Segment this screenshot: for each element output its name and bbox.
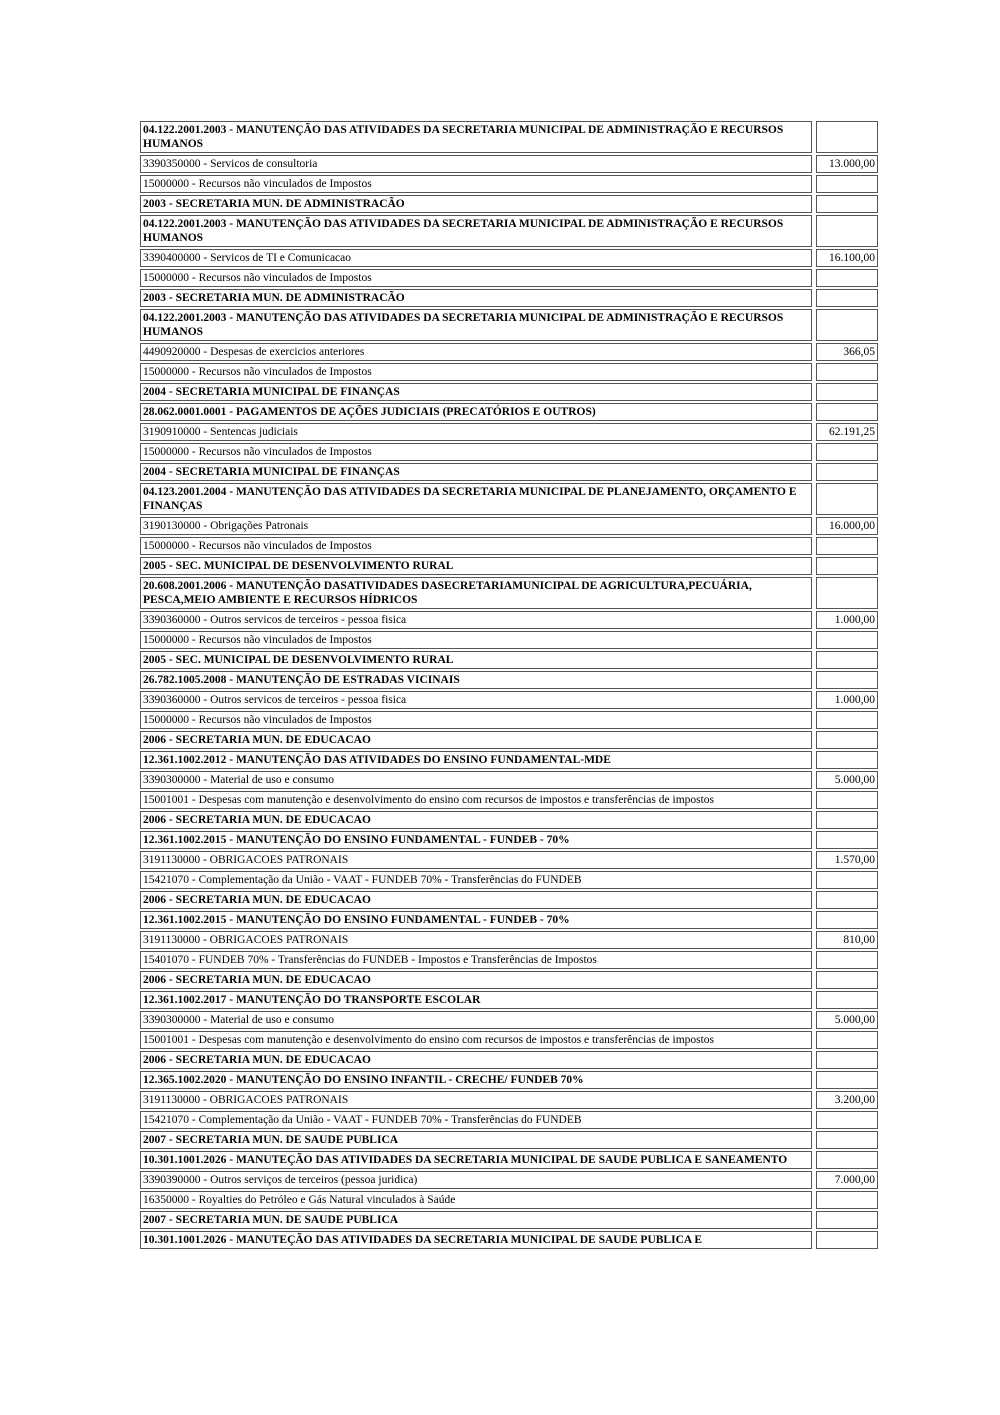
value-cell bbox=[816, 871, 878, 889]
budget-rows bbox=[140, 121, 878, 1249]
heading-cell: 2006 - SECRETARIA MUN. DE EDUCACAO bbox=[140, 971, 812, 989]
table-row bbox=[140, 711, 878, 729]
heading-cell: 2006 - SECRETARIA MUN. DE EDUCACAO bbox=[140, 811, 812, 829]
table-row bbox=[140, 383, 878, 401]
value-cell bbox=[816, 951, 878, 969]
budget-table bbox=[140, 119, 878, 1251]
heading-cell: 12.361.1002.2017 - MANUTENÇÃO DO TRANSPORTE ESCOLAR bbox=[140, 991, 812, 1009]
value-cell: 62.191,25 bbox=[816, 423, 878, 441]
table-row bbox=[140, 121, 878, 153]
value-cell bbox=[816, 403, 878, 421]
value-cell bbox=[816, 1151, 878, 1169]
value-cell bbox=[816, 1191, 878, 1209]
heading-cell: 2007 - SECRETARIA MUN. DE SAUDE PUBLICA bbox=[140, 1131, 812, 1149]
value-cell bbox=[816, 537, 878, 555]
value-cell bbox=[816, 269, 878, 287]
item-cell: 3390300000 - Material de uso e consumo bbox=[140, 771, 812, 789]
item-cell: 15000000 - Recursos não vinculados de Impostos bbox=[140, 269, 812, 287]
item-cell: 4490920000 - Despesas de exercicios anteriores bbox=[140, 343, 812, 361]
table-row bbox=[140, 931, 878, 949]
table-row bbox=[140, 1071, 878, 1089]
table-row bbox=[140, 343, 878, 361]
value-cell bbox=[816, 363, 878, 381]
heading-cell: 2004 - SECRETARIA MUNICIPAL DE FINANÇAS bbox=[140, 463, 812, 481]
table-row bbox=[140, 1191, 878, 1209]
value-cell: 16.100,00 bbox=[816, 249, 878, 267]
heading-cell: 10.301.1001.2026 - MANUTEÇÃO DAS ATIVIDADES DA SECRETARIA MUNICIPAL DE SAUDE PUBLICA E bbox=[140, 1231, 812, 1249]
table-row bbox=[140, 1011, 878, 1029]
table-row bbox=[140, 269, 878, 287]
table-row bbox=[140, 691, 878, 709]
item-cell: 15000000 - Recursos não vinculados de Impostos bbox=[140, 363, 812, 381]
table-row bbox=[140, 363, 878, 381]
heading-cell: 2003 - SECRETARIA MUN. DE ADMINISTRACÃO bbox=[140, 195, 812, 213]
item-cell: 3191130000 - OBRIGACOES PATRONAIS bbox=[140, 931, 812, 949]
value-cell bbox=[816, 195, 878, 213]
table-row bbox=[140, 851, 878, 869]
heading-cell: 2005 - SEC. MUNICIPAL DE DESENVOLVIMENTO RURAL bbox=[140, 651, 812, 669]
table-row bbox=[140, 577, 878, 609]
heading-cell: 12.361.1002.2015 - MANUTENÇÃO DO ENSINO FUNDAMENTAL - FUNDEB - 70% bbox=[140, 911, 812, 929]
value-cell bbox=[816, 1231, 878, 1249]
item-cell: 3390360000 - Outros servicos de terceiros - pessoa fisica bbox=[140, 691, 812, 709]
table-row bbox=[140, 195, 878, 213]
table-row bbox=[140, 891, 878, 909]
heading-cell: 12.361.1002.2015 - MANUTENÇÃO DO ENSINO FUNDAMENTAL - FUNDEB - 70% bbox=[140, 831, 812, 849]
table-row bbox=[140, 971, 878, 989]
table-row bbox=[140, 423, 878, 441]
value-cell bbox=[816, 1131, 878, 1149]
heading-cell: 2006 - SECRETARIA MUN. DE EDUCACAO bbox=[140, 1051, 812, 1069]
table-row bbox=[140, 791, 878, 809]
heading-cell: 10.301.1001.2026 - MANUTEÇÃO DAS ATIVIDADES DA SECRETARIA MUNICIPAL DE SAUDE PUBLICA E SANEAMENTO bbox=[140, 1151, 812, 1169]
value-cell bbox=[816, 289, 878, 307]
table-row bbox=[140, 249, 878, 267]
item-cell: 3390390000 - Outros serviços de terceiros (pessoa juridica) bbox=[140, 1171, 812, 1189]
value-cell bbox=[816, 751, 878, 769]
value-cell bbox=[816, 1031, 878, 1049]
item-cell: 3390350000 - Servicos de consultoria bbox=[140, 155, 812, 173]
table-row bbox=[140, 1171, 878, 1189]
table-row bbox=[140, 651, 878, 669]
table-row bbox=[140, 517, 878, 535]
value-cell: 1.570,00 bbox=[816, 851, 878, 869]
item-cell: 3191130000 - OBRIGACOES PATRONAIS bbox=[140, 1091, 812, 1109]
value-cell bbox=[816, 1111, 878, 1129]
value-cell bbox=[816, 651, 878, 669]
value-cell bbox=[816, 215, 878, 247]
table-row bbox=[140, 1211, 878, 1229]
value-cell bbox=[816, 791, 878, 809]
table-row bbox=[140, 991, 878, 1009]
value-cell bbox=[816, 463, 878, 481]
value-cell bbox=[816, 1051, 878, 1069]
heading-cell: 04.122.2001.2003 - MANUTENÇÃO DAS ATIVIDADES DA SECRETARIA MUNICIPAL DE ADMINISTRAÇÃO E RECURSOS HUMANOS bbox=[140, 121, 812, 153]
heading-cell: 20.608.2001.2006 - MANUTENÇÃO DASATIVIDADES DASECRETARIAMUNICIPAL DE AGRICULTURA,PECUÁRIA, PESCA,MEIO AMBIENTE E RECURSOS HÍDRICOS bbox=[140, 577, 812, 609]
table-row bbox=[140, 631, 878, 649]
table-row bbox=[140, 483, 878, 515]
table-row bbox=[140, 155, 878, 173]
value-cell: 3.200,00 bbox=[816, 1091, 878, 1109]
table-row bbox=[140, 215, 878, 247]
value-cell: 810,00 bbox=[816, 931, 878, 949]
heading-cell: 2005 - SEC. MUNICIPAL DE DESENVOLVIMENTO RURAL bbox=[140, 557, 812, 575]
value-cell: 7.000,00 bbox=[816, 1171, 878, 1189]
item-cell: 15401070 - FUNDEB 70% - Transferências do FUNDEB - Impostos e Transferências de Impostos bbox=[140, 951, 812, 969]
value-cell: 13.000,00 bbox=[816, 155, 878, 173]
table-row bbox=[140, 289, 878, 307]
document-page bbox=[140, 119, 878, 1251]
item-cell: 3190130000 - Obrigações Patronais bbox=[140, 517, 812, 535]
heading-cell: 12.361.1002.2012 - MANUTENÇÃO DAS ATIVIDADES DO ENSINO FUNDAMENTAL-MDE bbox=[140, 751, 812, 769]
table-row bbox=[140, 611, 878, 629]
table-row bbox=[140, 1051, 878, 1069]
value-cell bbox=[816, 991, 878, 1009]
value-cell bbox=[816, 911, 878, 929]
value-cell bbox=[816, 483, 878, 515]
value-cell bbox=[816, 383, 878, 401]
value-cell bbox=[816, 631, 878, 649]
table-row bbox=[140, 1131, 878, 1149]
item-cell: 3191130000 - OBRIGACOES PATRONAIS bbox=[140, 851, 812, 869]
value-cell bbox=[816, 309, 878, 341]
value-cell bbox=[816, 1211, 878, 1229]
table-row bbox=[140, 1091, 878, 1109]
value-cell bbox=[816, 557, 878, 575]
item-cell: 15001001 - Despesas com manutenção e desenvolvimento do ensino com recursos de impostos e transferências de impostos bbox=[140, 1031, 812, 1049]
value-cell bbox=[816, 1071, 878, 1089]
table-row bbox=[140, 671, 878, 689]
table-row bbox=[140, 1151, 878, 1169]
value-cell: 5.000,00 bbox=[816, 771, 878, 789]
item-cell: 15000000 - Recursos não vinculados de Impostos bbox=[140, 711, 812, 729]
value-cell: 1.000,00 bbox=[816, 691, 878, 709]
value-cell bbox=[816, 711, 878, 729]
item-cell: 15421070 - Complementação da União - VAAT - FUNDEB 70% - Transferências do FUNDEB bbox=[140, 871, 812, 889]
table-row bbox=[140, 309, 878, 341]
value-cell bbox=[816, 731, 878, 749]
value-cell bbox=[816, 831, 878, 849]
item-cell: 3390300000 - Material de uso e consumo bbox=[140, 1011, 812, 1029]
table-row bbox=[140, 751, 878, 769]
value-cell bbox=[816, 891, 878, 909]
heading-cell: 12.365.1002.2020 - MANUTENÇÃO DO ENSINO INFANTIL - CRECHE/ FUNDEB 70% bbox=[140, 1071, 812, 1089]
heading-cell: 2003 - SECRETARIA MUN. DE ADMINISTRACÃO bbox=[140, 289, 812, 307]
table-row bbox=[140, 1031, 878, 1049]
table-row bbox=[140, 771, 878, 789]
value-cell: 1.000,00 bbox=[816, 611, 878, 629]
value-cell bbox=[816, 121, 878, 153]
table-row bbox=[140, 951, 878, 969]
heading-cell: 04.123.2001.2004 - MANUTENÇÃO DAS ATIVIDADES DA SECRETARIA MUNICIPAL DE PLANEJAMENTO, ORÇAMENTO E FINANÇAS bbox=[140, 483, 812, 515]
heading-cell: 2006 - SECRETARIA MUN. DE EDUCACAO bbox=[140, 731, 812, 749]
heading-cell: 2007 - SECRETARIA MUN. DE SAUDE PUBLICA bbox=[140, 1211, 812, 1229]
item-cell: 3390400000 - Servicos de TI e Comunicacao bbox=[140, 249, 812, 267]
table-row bbox=[140, 871, 878, 889]
item-cell: 15000000 - Recursos não vinculados de Impostos bbox=[140, 631, 812, 649]
table-row bbox=[140, 443, 878, 461]
value-cell bbox=[816, 443, 878, 461]
table-row bbox=[140, 403, 878, 421]
item-cell: 3390360000 - Outros servicos de terceiros - pessoa fisica bbox=[140, 611, 812, 629]
table-row bbox=[140, 811, 878, 829]
value-cell bbox=[816, 811, 878, 829]
value-cell bbox=[816, 671, 878, 689]
value-cell bbox=[816, 175, 878, 193]
value-cell bbox=[816, 971, 878, 989]
value-cell: 5.000,00 bbox=[816, 1011, 878, 1029]
table-row bbox=[140, 731, 878, 749]
table-row bbox=[140, 557, 878, 575]
item-cell: 16350000 - Royalties do Petróleo e Gás Natural vinculados à Saúde bbox=[140, 1191, 812, 1209]
heading-cell: 04.122.2001.2003 - MANUTENÇÃO DAS ATIVIDADES DA SECRETARIA MUNICIPAL DE ADMINISTRAÇÃO E RECURSOS HUMANOS bbox=[140, 215, 812, 247]
table-row bbox=[140, 175, 878, 193]
item-cell: 15000000 - Recursos não vinculados de Impostos bbox=[140, 537, 812, 555]
heading-cell: 28.062.0001.0001 - PAGAMENTOS DE AÇÕES JUDICIAIS (PRECATÓRIOS E OUTROS) bbox=[140, 403, 812, 421]
table-row bbox=[140, 831, 878, 849]
table-row bbox=[140, 537, 878, 555]
value-cell bbox=[816, 577, 878, 609]
value-cell: 16.000,00 bbox=[816, 517, 878, 535]
item-cell: 15000000 - Recursos não vinculados de Impostos bbox=[140, 443, 812, 461]
table-row bbox=[140, 1231, 878, 1249]
heading-cell: 2006 - SECRETARIA MUN. DE EDUCACAO bbox=[140, 891, 812, 909]
heading-cell: 2004 - SECRETARIA MUNICIPAL DE FINANÇAS bbox=[140, 383, 812, 401]
table-row bbox=[140, 911, 878, 929]
heading-cell: 04.122.2001.2003 - MANUTENÇÃO DAS ATIVIDADES DA SECRETARIA MUNICIPAL DE ADMINISTRAÇÃO E RECURSOS HUMANOS bbox=[140, 309, 812, 341]
value-cell: 366,05 bbox=[816, 343, 878, 361]
item-cell: 15421070 - Complementação da União - VAAT - FUNDEB 70% - Transferências do FUNDEB bbox=[140, 1111, 812, 1129]
table-row bbox=[140, 463, 878, 481]
item-cell: 15000000 - Recursos não vinculados de Impostos bbox=[140, 175, 812, 193]
item-cell: 3190910000 - Sentencas judiciais bbox=[140, 423, 812, 441]
item-cell: 15001001 - Despesas com manutenção e desenvolvimento do ensino com recursos de impostos e transferências de impostos bbox=[140, 791, 812, 809]
table-row bbox=[140, 1111, 878, 1129]
heading-cell: 26.782.1005.2008 - MANUTENÇÃO DE ESTRADAS VICINAIS bbox=[140, 671, 812, 689]
